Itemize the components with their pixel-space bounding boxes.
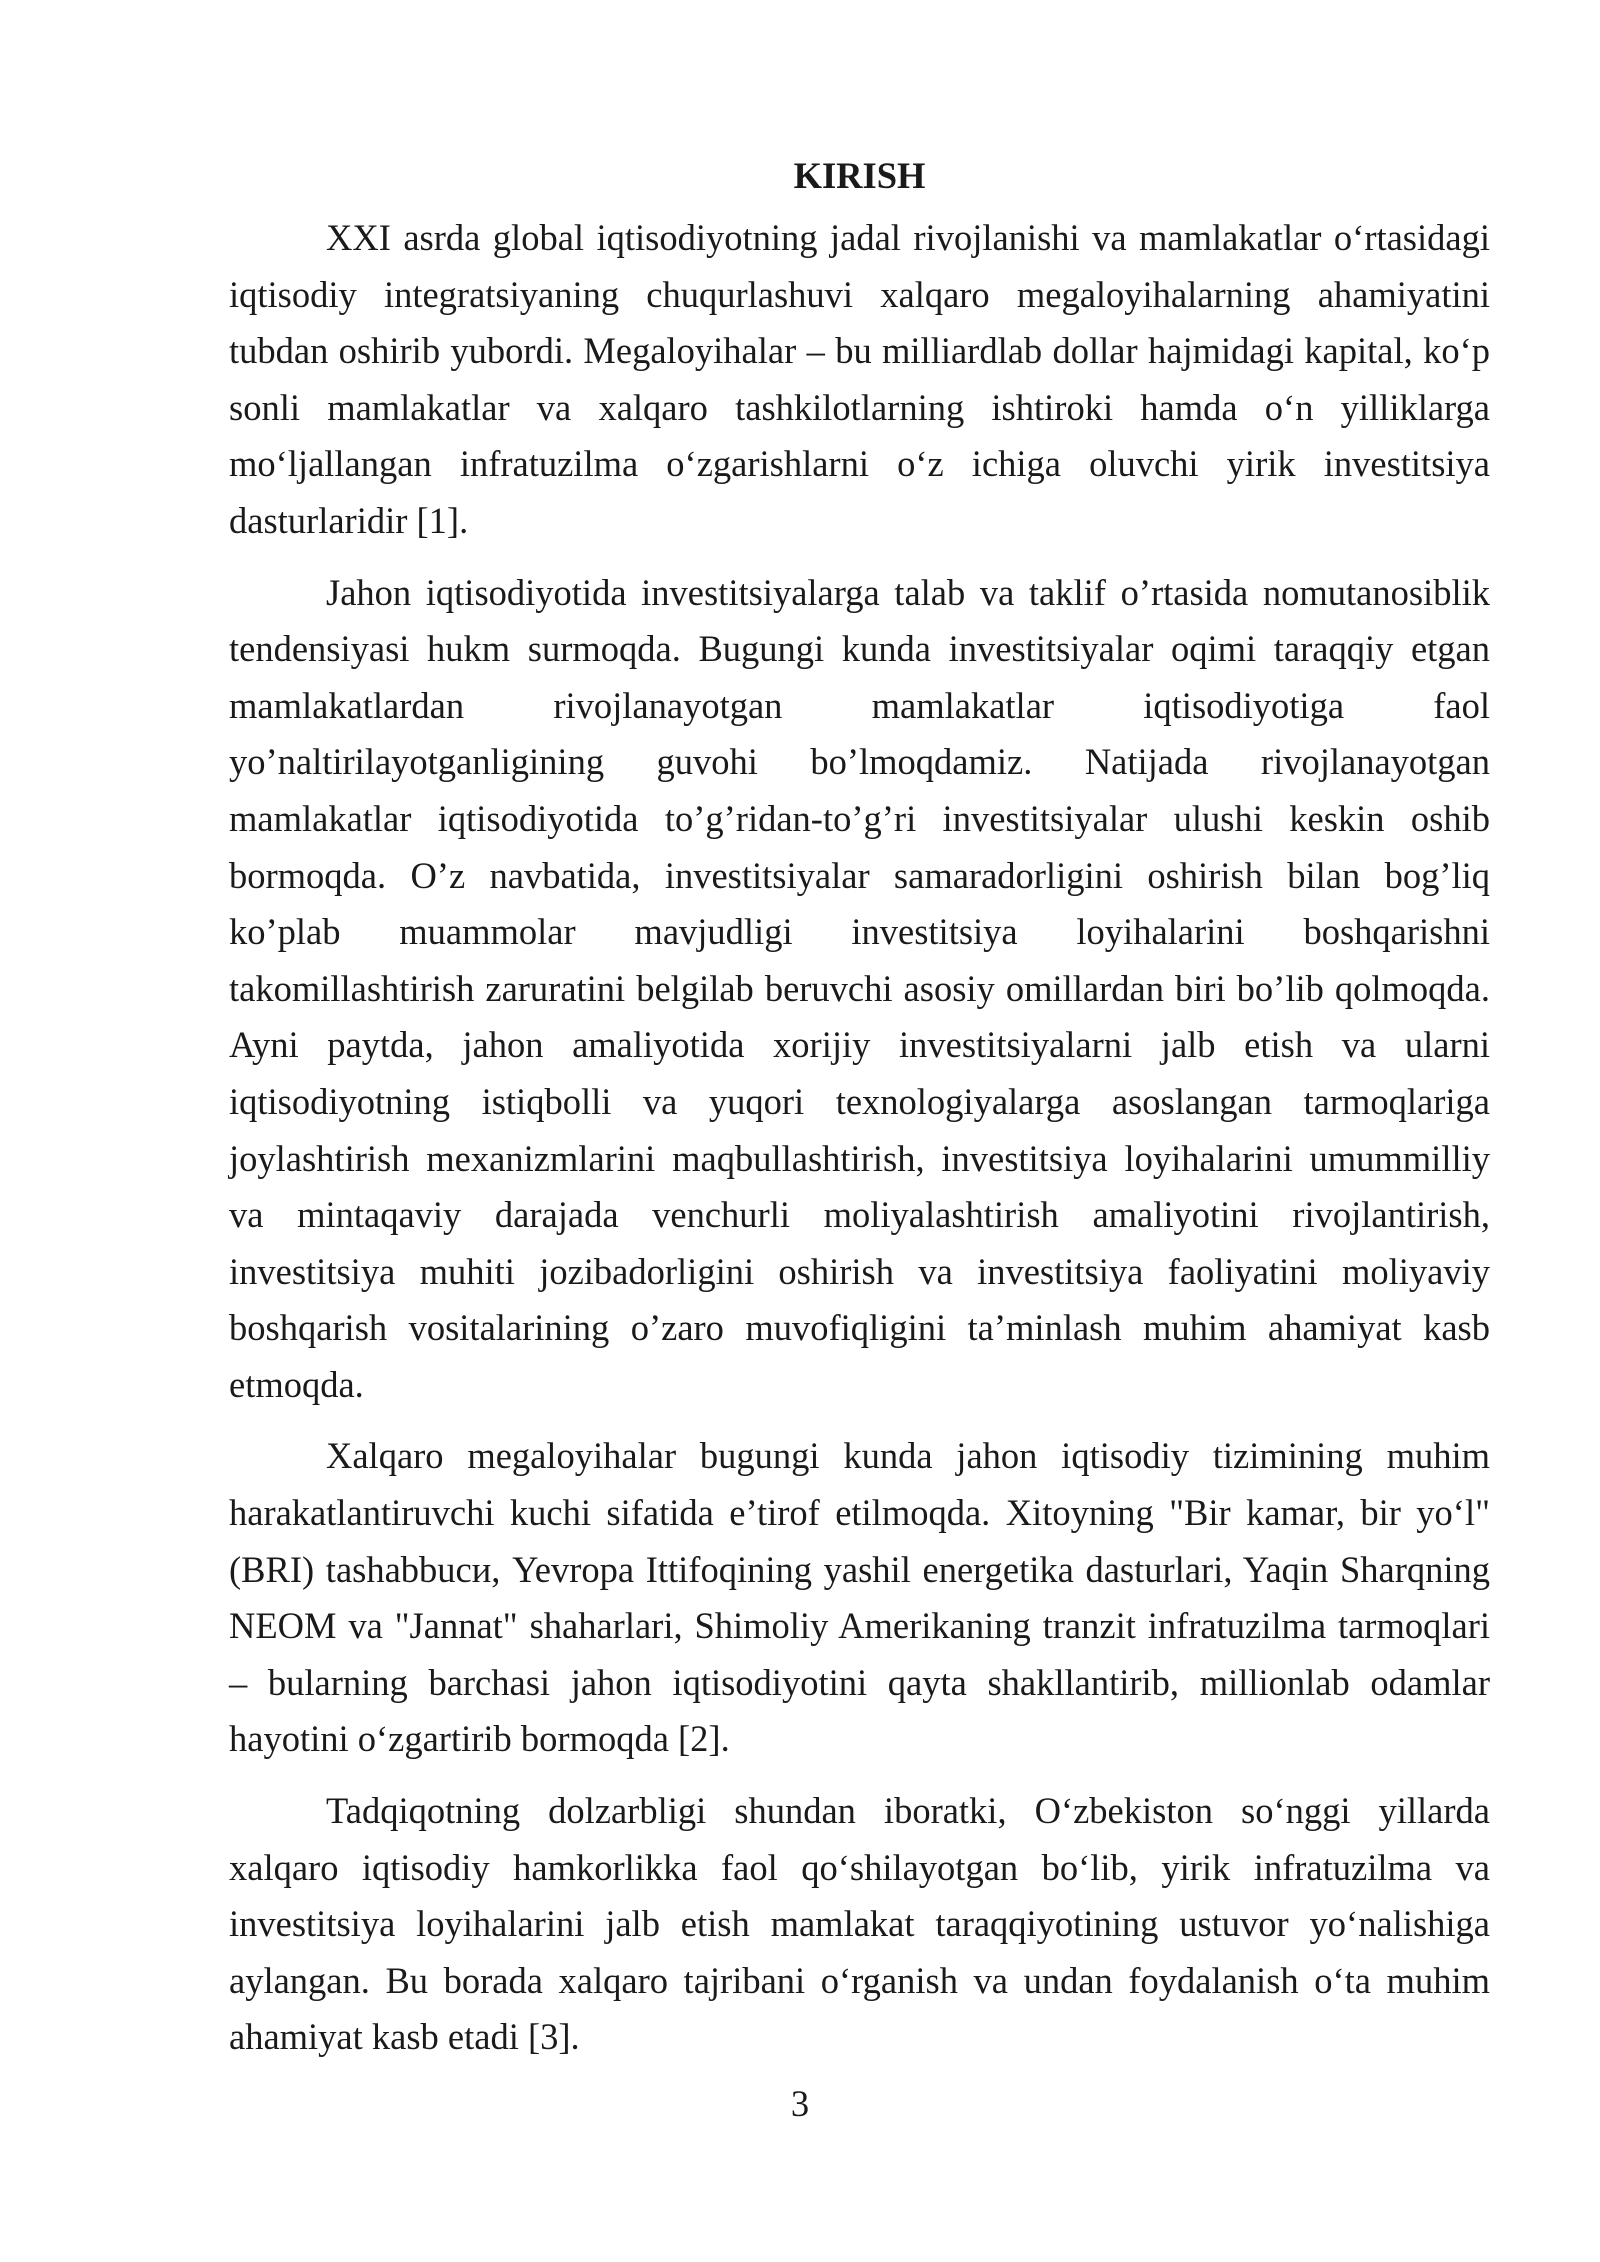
page-content <box>229 152 1490 2081</box>
paragraph-1: XXI asrda global iqtisodiyotning jadal rivojlanishi va mamlakatlar oʻrtasidagi iqtisodiy integratsiyaning chuqurlashuvi xalqaro megaloyihalarning ahamiyatini tubdan oshirib yubordi. Megaloyihalar – bu milliardlab dollar hajmidagi kapital, koʻp sonli mamlakatlar va xalqaro tashkilotlarning ishtiroki hamda oʻn yilliklarga moʻljallangan infratuzilma oʻzgarishlarni oʻz ichiga oluvchi yirik investitsiya dasturlaridir [1]. <box>229 217 1490 541</box>
paragraph-4: Tadqiqotning dolzarbligi shundan iboratki, Oʻzbekiston soʻnggi yillarda xalqaro iqtisodiy hamkorlikka faol qoʻshilayotgan boʻlib, yirik infratuzilma va investitsiya loyihalarini jalb etish mamlakat taraqqiyotining ustuvor yoʻnalishiga aylangan. Bu borada xalqaro tajribani oʻrganish va undan foydalanish oʻta muhim ahamiyat kasb etadi [3]. <box>229 1790 1490 2058</box>
page-number: 3 <box>790 2083 810 2124</box>
paragraph-3: Xalqaro megaloyihalar bugungi kunda jahon iqtisodiy tizimining muhim harakatlantiruvchi kuchi sifatida e’tirof etilmoqda. Xitoyning "Bir kamar, bir yoʻl" (BRI) tashabbuси, Yevropa Ittifoqining yashil energetika dasturlari, Yaqin Sharqning NEOM va "Jannat" shaharlari, Shimoliy Amerikaning tranzit infratuzilma tarmoqlari – bularning barchasi jahon iqtisodiyotini qayta shakllantirib, millionlab odamlar hayotini oʻzgartirib bormoqda [2]. <box>229 1435 1490 1760</box>
section-heading: KIRISH <box>793 155 926 196</box>
paragraph-2: Jahon iqtisodiyotida investitsiyalarga talab va taklif o’rtasida nomutanosiblik tendensiyasi hukm surmoqda. Bugungi kunda investitsiyalar oqimi taraqqiy etgan mamlakatlardan rivojlanayotgan mamlakatlar iqtisodiyotiga faol yo’naltirilayotganligining guvohi bo’lmoqdamiz. Natijada rivojlanayotgan mamlakatlar iqtisodiyotida to’g’ridan-to’g’ri investitsiyalar ulushi keskin oshib bormoqda. O’z navbatida, investitsiyalar samaradorligini oshirish bilan bog’liq ko’plab muammolar mavjudligi investitsiya loyihalarini boshqarishni takomillashtirish zaruratini belgilab beruvchi asosiy omillardan biri bo’lib qolmoqda. Ayni paytda, jahon amaliyotida xorijiy investitsiyalarni jalb etish va ularni iqtisodiyotning istiqbolli va yuqori texnologiyalarga asoslangan tarmoqlariga joylashtirish mexanizmlarini maqbullashtirish, investitsiya loyihalarini umummilliy va mintaqaviy darajada venchurli moliyalashtirish amaliyotini rivojlantirish, investitsiya muhiti jozibadorligini oshirish va investitsiya faoliyatini moliyaviy boshqarish vositalarining o’zaro muvofiqligini ta’minlash muhim ahamiyat kasb etmoqda. <box>229 571 1490 1405</box>
